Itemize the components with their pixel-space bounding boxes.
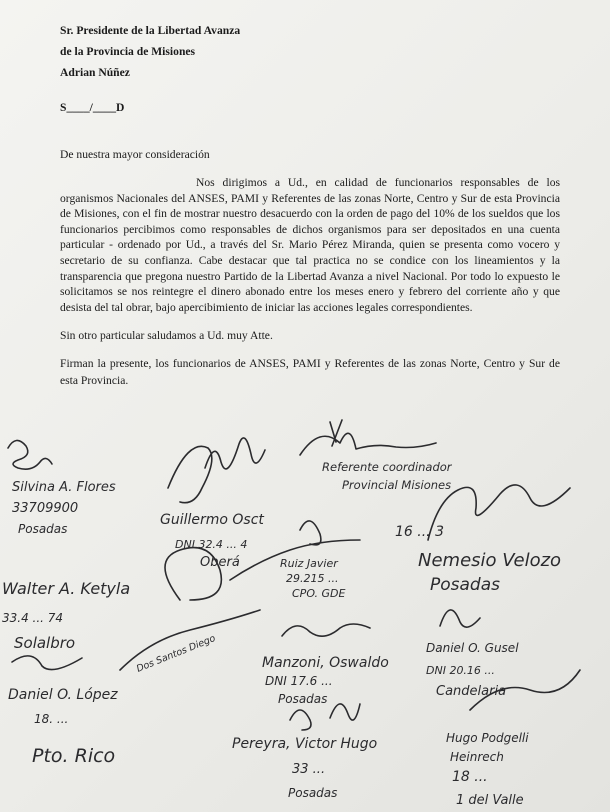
signer-dni: 33 ... bbox=[292, 762, 326, 777]
signature-11 bbox=[232, 704, 377, 800]
signature-2 bbox=[160, 438, 265, 570]
signer-dni: 29.215 ... bbox=[286, 572, 339, 585]
signer-dni: 33.4 ... 74 bbox=[2, 611, 64, 625]
signature-scribble bbox=[168, 438, 265, 503]
signer-name: Guillermo Osct bbox=[160, 512, 264, 528]
signer-name: Daniel O. Gusel bbox=[426, 641, 519, 655]
signer-title: Referente coordinador bbox=[322, 460, 452, 474]
signer-name: Silvina A. Flores bbox=[12, 480, 116, 495]
signer-city: CPO. GDE bbox=[292, 587, 346, 600]
signer-city: Posadas bbox=[18, 522, 68, 536]
signature-5 bbox=[2, 579, 130, 670]
signature-scribble bbox=[8, 440, 52, 469]
signer-city: 1 del Valle bbox=[456, 793, 524, 808]
closing-line: Sin otro particular saludamos a Ud. muy Atte. bbox=[60, 329, 273, 343]
signer-city: Solalbro bbox=[14, 634, 76, 652]
signer-name: Nemesio Velozo bbox=[418, 550, 562, 571]
signer-dni: 18 ... bbox=[452, 769, 488, 785]
signer-city: Oberá bbox=[200, 555, 240, 570]
signer-city: Candelaria bbox=[436, 684, 507, 699]
signer-name: Daniel O. López bbox=[8, 687, 118, 703]
signer-city: Posadas bbox=[430, 575, 500, 595]
signature-4 bbox=[395, 485, 570, 595]
signer-dni: DNI 20.16 ... bbox=[426, 664, 495, 677]
addressee-line-3: Adrian Núñez bbox=[60, 66, 130, 79]
signature-1 bbox=[8, 440, 116, 536]
signer-name: Pereyra, Victor Hugo bbox=[232, 736, 378, 752]
signer-city: Posadas bbox=[278, 692, 328, 706]
addressee-line-2: de la Provincia de Misiones bbox=[60, 45, 196, 58]
signer-dni: DNI 32.4 ... 4 bbox=[175, 538, 248, 551]
signer-name: Ruiz Javier bbox=[280, 557, 338, 570]
signer-name: Manzoni, Oswaldo bbox=[262, 655, 389, 671]
signature-8 bbox=[262, 624, 389, 706]
signer-city: Posadas bbox=[288, 786, 338, 800]
signature-7 bbox=[120, 610, 260, 675]
signature-3 bbox=[300, 420, 453, 492]
signer-dni: DNI 17.6 ... bbox=[265, 674, 333, 688]
signer-dni: 16 ... 3 bbox=[395, 524, 444, 540]
signer-name: Walter A. Ketyla bbox=[2, 579, 131, 598]
signature-scribble bbox=[290, 704, 360, 730]
signature-12 bbox=[446, 731, 529, 808]
signers-line: Firman la presente, los funcionarios de ANSES, PAMI y Referentes de las zonas Norte, Centro y Sur de esta Provincia. bbox=[60, 357, 560, 388]
signer-city: Pto. Rico bbox=[32, 745, 116, 767]
letter-body: Nos dirigimos a Ud., en calidad de funcionarios responsables de los organismos Nacionales del ANSES, PAMI y Referentes de las zonas Norte, Centro y Sur de esta Provincia de Misiones, con el fin de mostrar nuestro desacuerdo con la orden de pago del 10% de los sueldos que los funcionarios percibimos como responsables de dichos organismos para ser depositados en una cuenta particular - ordenado por Ud., a través del Sr. Mario Pérez Miranda, quien se presenta como vocero y secretario de su confianza. Cabe destacar que tal practica no se condice con los lineamientos y la transparencia que pregona nuestro Partido de la Libertad Avanza a nivel Nacional. Por todo lo expuesto le solicitamos se nos reintegre el dinero abonado entre los meses enero y febrero del corriente año y que desista del tal obrar, bajo apercibimiento de iniciar las acciones legales correspondientes. bbox=[60, 176, 560, 314]
signature-scribble bbox=[428, 485, 570, 540]
signer-region: Provincial Misiones bbox=[342, 478, 452, 492]
signature-9 bbox=[426, 610, 580, 710]
salutation: S____/____D bbox=[60, 101, 125, 114]
signer-dni: 33709900 bbox=[12, 501, 79, 516]
signature-scribble bbox=[282, 624, 370, 636]
signature-scribble bbox=[300, 420, 436, 455]
signature-scribble bbox=[12, 656, 82, 670]
addressee-line-1: Sr. Presidente de la Libertad Avanza bbox=[60, 24, 241, 37]
signature-10 bbox=[8, 687, 118, 767]
signer-name: Hugo Podgelli bbox=[446, 731, 529, 745]
signer-name-2: Heinrech bbox=[450, 750, 504, 764]
signer-name: Dos Santos Diego bbox=[135, 633, 218, 675]
signer-dni: 18. ... bbox=[34, 712, 69, 726]
greeting: De nuestra mayor consideración bbox=[60, 148, 210, 161]
signature-6 bbox=[165, 521, 360, 600]
signature-scribble bbox=[120, 610, 260, 670]
